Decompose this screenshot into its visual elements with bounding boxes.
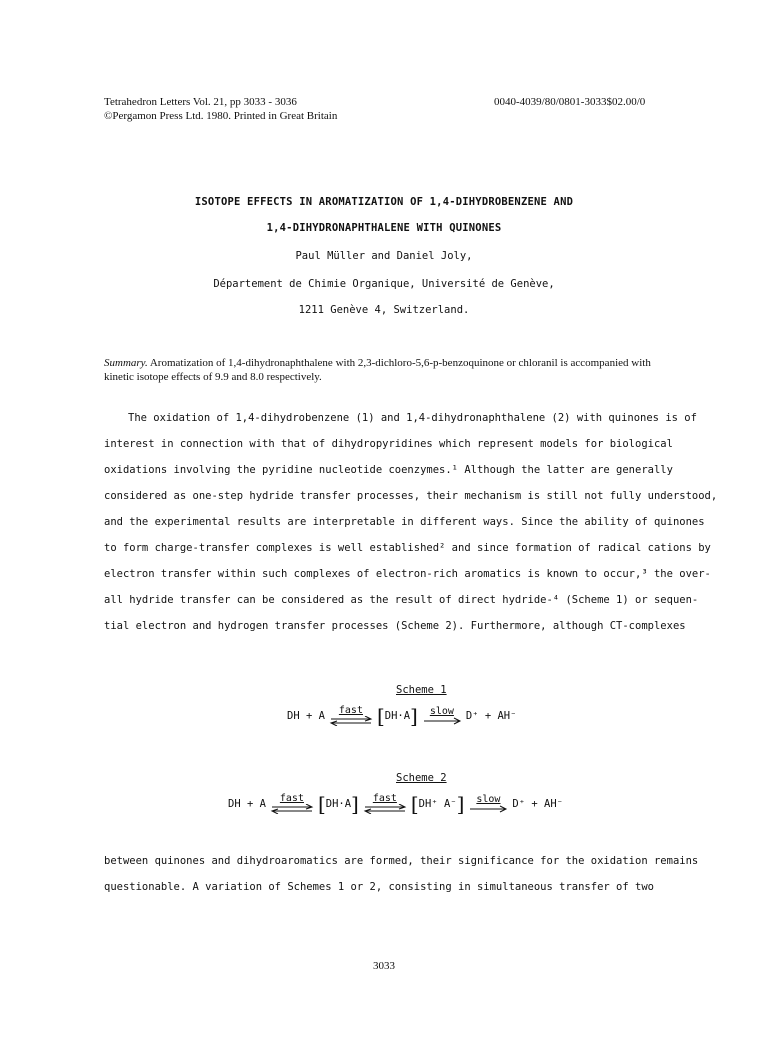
body-line: all hydride transfer can be considered as the result of direct hydride-⁴ (Scheme 1) or sequen- <box>104 594 699 606</box>
body-line: The oxidation of 1,4-dihydrobenzene (1) and 1,4-dihydronaphthalene (2) with quinones is of <box>128 412 697 424</box>
scheme1-title: Scheme 1 <box>396 684 447 696</box>
body-line: oxidations involving the pyridine nucleotide coenzymes.¹ Although the latter are generally <box>104 464 673 476</box>
body-line: interest in connection with that of dihydropyridines which represent models for biological <box>104 438 673 450</box>
body-line: questionable. A variation of Schemes 1 or 2, consisting in simultaneous transfer of two <box>104 881 654 893</box>
scheme2-products: D⁺ + AH⁻ <box>512 797 563 810</box>
scheme2-arrow1-label: fast <box>279 793 304 804</box>
right-bracket: ] <box>410 703 418 728</box>
scheme2-reactants: DH + A <box>228 797 266 810</box>
left-bracket: [ <box>376 703 385 728</box>
summary-label: Summary. <box>104 357 148 369</box>
summary <box>104 356 674 384</box>
scheme2-complex2: DH⁺ A⁻ <box>418 797 457 810</box>
publisher-line: ©Pergamon Press Ltd. 1980. Printed in Great Britain <box>104 110 338 122</box>
left-bracket: [ <box>410 791 419 816</box>
title-line-2: 1,4-DIHYDRONAPHTHALENE WITH QUINONES <box>266 222 502 234</box>
scheme2-forward-arrow <box>468 794 508 813</box>
right-arrow-icon <box>422 717 462 725</box>
journal-line: Tetrahedron Letters Vol. 21, pp 3033 - 3036 <box>104 96 297 108</box>
left-bracket: [ <box>317 791 326 816</box>
scheme1-forward-arrow <box>422 706 462 725</box>
scheme1-products: D⁺ + AH⁻ <box>465 709 517 722</box>
body-line: electron transfer within such complexes of electron-rich aromatics is known to occur,³ the over- <box>104 568 711 580</box>
scheme1-reactants: DH + A <box>287 709 325 722</box>
body-line: between quinones and dihydroaromatics are formed, their significance for the oxidation remains <box>104 855 699 867</box>
scheme1-complex: DH·A <box>384 709 411 722</box>
right-arrow-icon <box>468 805 508 813</box>
body-line: considered as one-step hydride transfer processes, their mechanism is still not fully understood, <box>104 490 718 502</box>
body-paragraph <box>104 405 718 639</box>
page-number: 3033 <box>373 960 395 972</box>
scheme2-arrow3-label: slow <box>476 794 501 805</box>
scheme1-arrow1-label: fast <box>338 705 363 716</box>
article-code: 0040-4039/80/0801-3033$02.00/0 <box>494 96 646 108</box>
scheme2-equilibrium-arrow-1 <box>270 793 314 814</box>
summary-text: Aromatization of 1,4-dihydronaphthalene with 2,3-dichloro-5,6-p-benzoquinone or chloranil is accompanied with kinetic isotope effects of 9.9 and 8.0 respectively. <box>104 357 651 383</box>
affiliation-line-1: Département de Chimie Organique, Université de Genève, <box>213 278 555 290</box>
equilibrium-arrow-icon <box>363 804 407 814</box>
scheme2-title: Scheme 2 <box>396 772 447 784</box>
body-line: to form charge-transfer complexes is well established² and since formation of radical cations by <box>104 542 711 554</box>
scheme2-equation <box>228 793 563 814</box>
equilibrium-arrow-icon <box>329 716 373 726</box>
closing-paragraph <box>104 848 699 900</box>
scheme2-equilibrium-arrow-2 <box>363 793 407 814</box>
affiliation-line-2: 1211 Genève 4, Switzerland. <box>298 304 470 316</box>
authors: Paul Müller and Daniel Joly, <box>295 250 473 262</box>
equilibrium-arrow-icon <box>270 804 314 814</box>
scheme2-arrow2-label: fast <box>372 793 397 804</box>
right-bracket: ] <box>351 791 359 816</box>
body-line: tial electron and hydrogen transfer processes (Scheme 2). Furthermore, although CT-complexes <box>104 620 686 632</box>
scheme2-complex1: DH·A <box>325 797 352 810</box>
scheme1-equilibrium-arrow <box>329 705 373 726</box>
scheme1-equation <box>287 705 516 726</box>
scheme1-arrow2-label: slow <box>429 706 454 717</box>
right-bracket: ] <box>456 791 465 816</box>
title-line-1: ISOTOPE EFFECTS IN AROMATIZATION OF 1,4-DIHYDROBENZENE AND <box>194 196 574 208</box>
body-line: and the experimental results are interpretable in different ways. Since the ability of quinones <box>104 516 705 528</box>
